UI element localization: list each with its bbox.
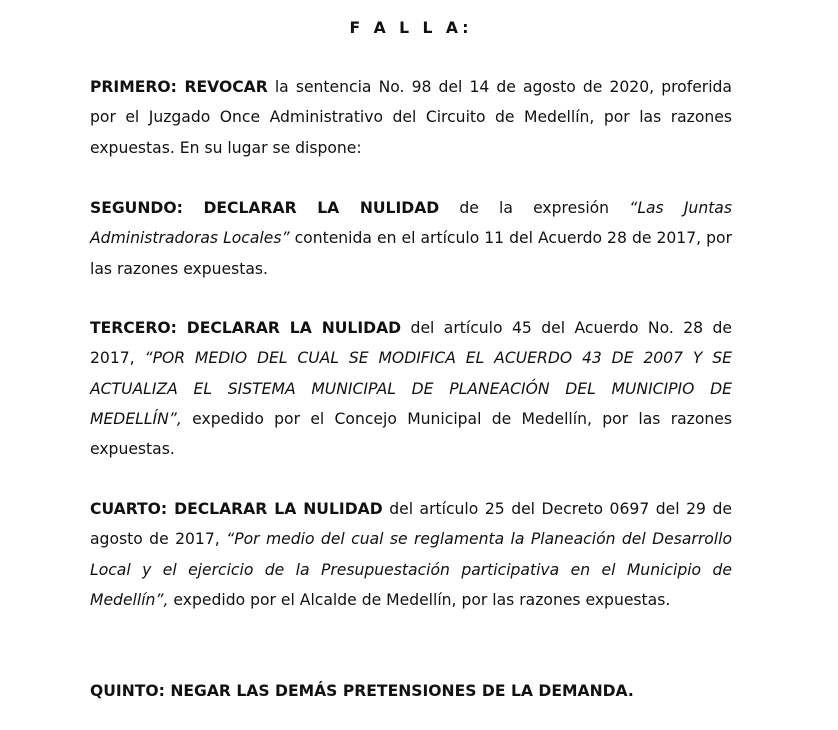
paragraph-segundo-text-before: de la expresión bbox=[439, 199, 630, 217]
paragraph-segundo-lead: SEGUNDO: DECLARAR LA NULIDAD bbox=[90, 199, 440, 217]
paragraph-primero-text: la sentencia No. 98 del 14 de agosto de 2020, proferida por el Juzgado Once Administrativo del Circuito de Medellín, por las razones expuestas. En su lugar se dispone: bbox=[90, 78, 732, 157]
paragraph-tercero-text-after: expedido por el Concejo Municipal de Medellín, por las razones expuestas. bbox=[90, 409, 732, 459]
paragraph-quinto bbox=[90, 676, 732, 706]
paragraph-tercero-text-before: del artículo 45 del Acuerdo No. 28 de 2017, bbox=[90, 319, 732, 368]
paragraph-cuarto-text-before: del artículo 25 del Decreto 0697 del 29 de agosto de 2017, bbox=[90, 500, 732, 549]
ruling-heading: F A L L A: bbox=[349, 19, 473, 37]
paragraph-segundo-text-after: contenida en el artículo 11 del Acuerdo 28 de 2017, por las razones expuestas. bbox=[90, 229, 732, 278]
paragraph-cuarto bbox=[90, 494, 732, 615]
paragraph-primero bbox=[90, 72, 732, 163]
paragraph-segundo-quote: “Las Juntas Administradoras Locales” bbox=[90, 199, 732, 248]
paragraph-quinto-lead: QUINTO: NEGAR LAS DEMÁS PRETENSIONES DE LA DEMANDA. bbox=[90, 682, 634, 700]
paragraph-segundo bbox=[90, 193, 732, 284]
paragraph-cuarto-quote: “Por medio del cual se reglamenta la Planeación del Desarrollo Local y el ejercicio de la Presupuestación participativa en el Municipio de Medellín”, bbox=[90, 530, 732, 609]
paragraph-tercero bbox=[90, 313, 732, 464]
paragraph-primero-lead: PRIMERO: REVOCAR bbox=[90, 78, 268, 96]
paragraph-cuarto-lead: CUARTO: DECLARAR LA NULIDAD bbox=[90, 500, 383, 518]
paragraph-cuarto-text-after: expedido por el Alcalde de Medellín, por las razones expuestas. bbox=[168, 590, 671, 609]
paragraph-tercero-quote: “POR MEDIO DEL CUAL SE MODIFICA EL ACUERDO 43 DE 2007 Y SE ACTUALIZA EL SISTEMA MUNICIPAL DE PLANEACIÓN DEL MUNICIPIO DE MEDELLÍN”, bbox=[90, 349, 732, 428]
paragraph-tercero-lead: TERCERO: DECLARAR LA NULIDAD bbox=[90, 319, 402, 337]
